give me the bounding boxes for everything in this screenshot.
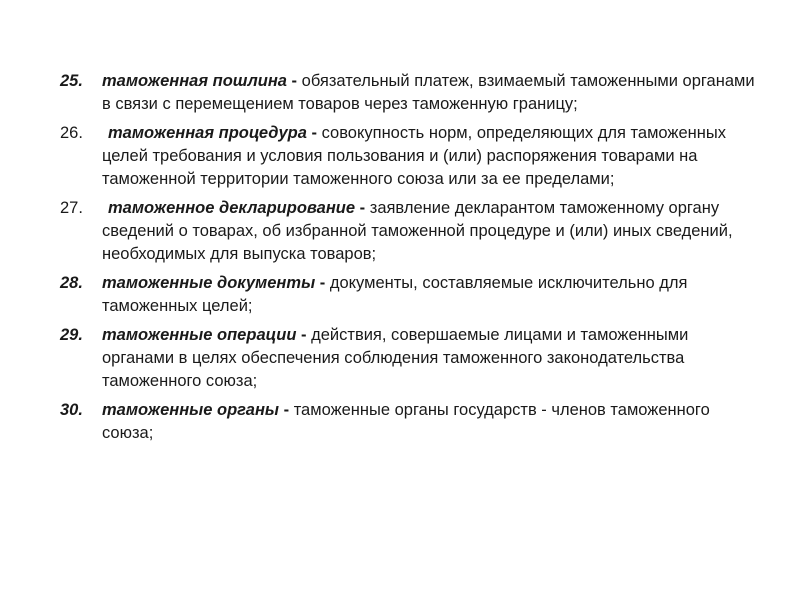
item-number: 27. [60, 199, 83, 217]
item-separator: - [315, 274, 330, 292]
item-definition: обязательный платеж, взимаемый таможенными органами в связи с перемещением товаров через таможенную границу; [102, 72, 755, 113]
item-number: 25. [60, 72, 83, 90]
item-separator: - [279, 401, 294, 419]
definition-item-28 [60, 272, 760, 318]
item-definition: совокупность норм, определяющих для таможенных целей требования и условия пользования и (или) распоряжения товарами на таможенной территории таможенного союза или за ее пределами; [102, 124, 726, 188]
item-definition: действия, совершаемые лицами и таможенными органами в целях обеспечения соблюдения таможенного законодательства таможенного союза; [102, 326, 689, 390]
item-term: таможенные операции [102, 326, 297, 344]
item-definition: таможенные органы государств - членов таможенного союза; [102, 401, 710, 442]
item-separator: - [286, 72, 302, 90]
definition-item-29 [60, 324, 760, 393]
item-separator: - [355, 199, 370, 217]
definition-item-25 [60, 70, 760, 116]
item-definition: документы, составляемые исключительно для таможенных целей; [102, 274, 688, 315]
definition-item-27 [60, 197, 760, 266]
item-term: таможенное декларирование [108, 199, 356, 217]
definition-item-30 [60, 399, 760, 445]
definitions-list [60, 70, 760, 451]
item-separator: - [296, 326, 312, 344]
item-number: 26. [60, 124, 83, 142]
item-definition: заявление декларантом таможенному органу сведений о товарах, об избранной таможенной процедуре и (или) иных сведений, необходимых для выпуска товаров; [102, 199, 733, 263]
item-number: 28. [60, 274, 83, 292]
item-number: 30. [60, 401, 83, 419]
item-term: таможенная пошлина [102, 72, 287, 90]
item-separator: - [306, 124, 322, 142]
item-term: таможенные документы [102, 274, 316, 292]
item-number: 29. [60, 326, 83, 344]
item-term: таможенные органы [102, 401, 280, 419]
item-term: таможенная процедура [108, 124, 307, 142]
definition-item-26 [60, 122, 760, 191]
